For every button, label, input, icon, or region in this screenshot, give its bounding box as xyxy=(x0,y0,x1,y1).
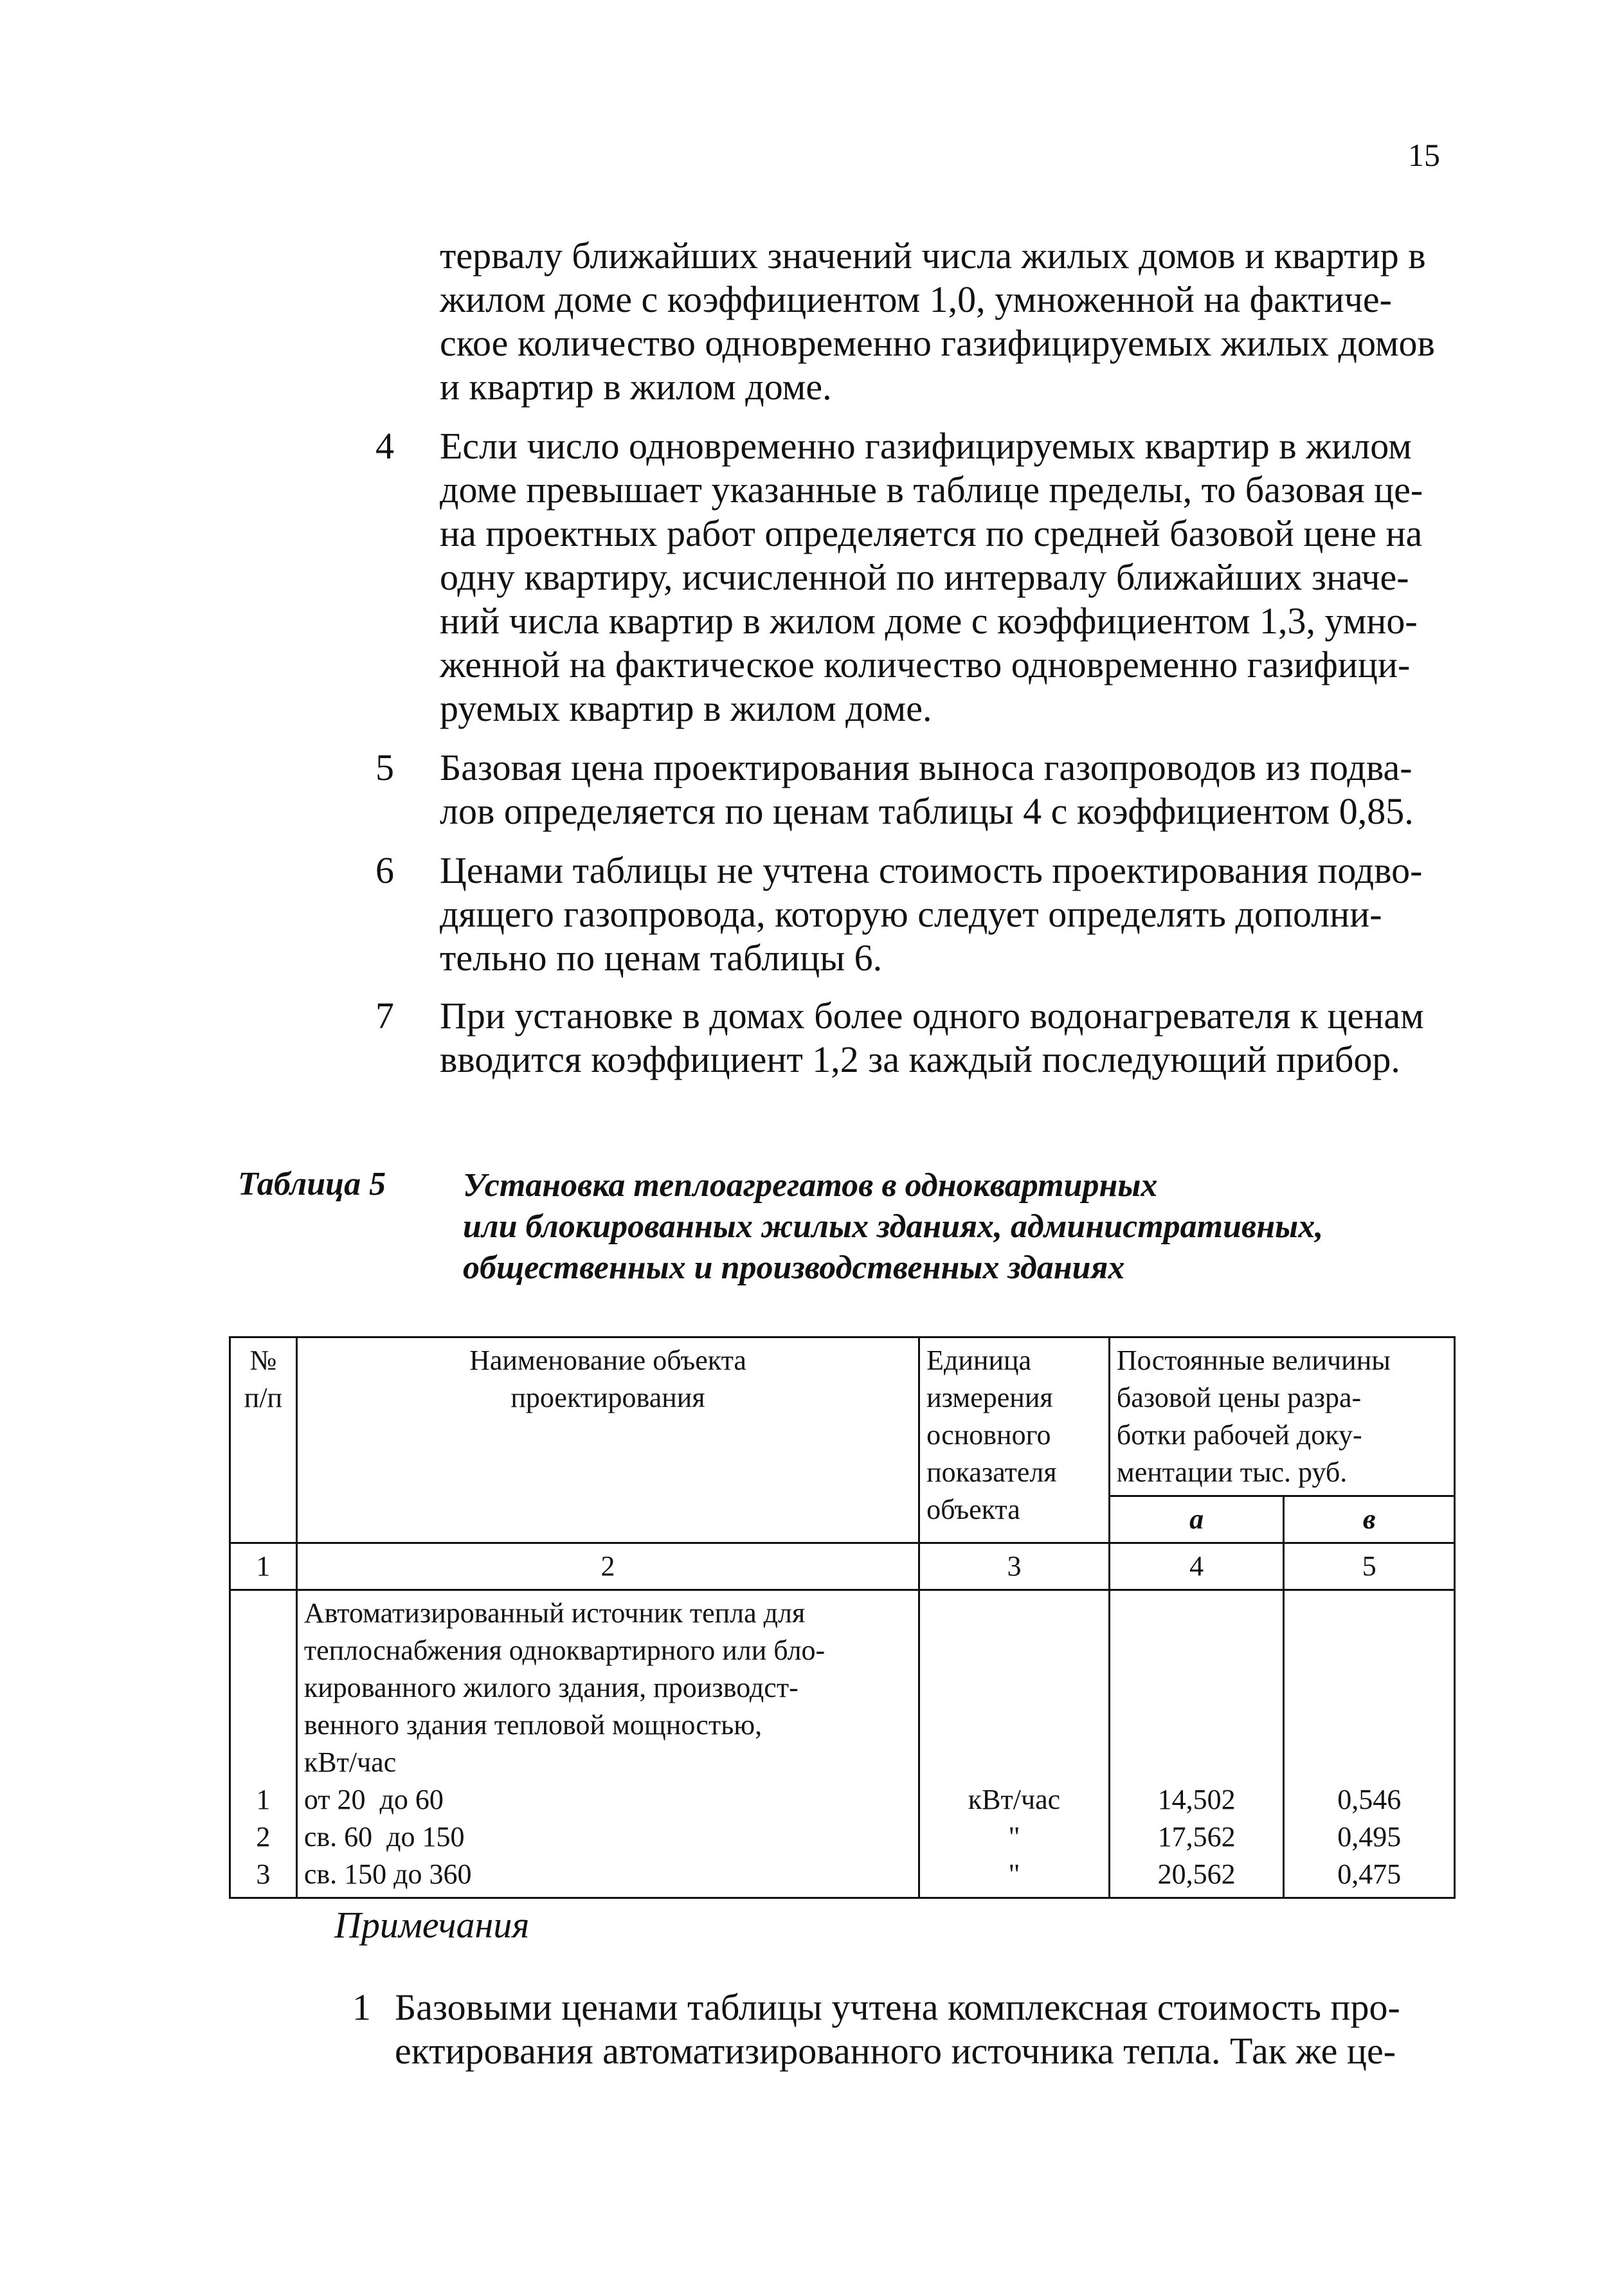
header-line: основного xyxy=(926,1419,1051,1451)
group-line: кВт/час xyxy=(303,1746,397,1778)
header-b: в xyxy=(1284,1496,1455,1543)
column-number: 3 xyxy=(919,1543,1110,1590)
text-line: тервалу ближайших значений числа жилых домов и квартир в xyxy=(440,235,1426,276)
header-line: ботки рабочей доку- xyxy=(1116,1419,1362,1451)
table-title xyxy=(463,1165,1323,1289)
item-number: 7 xyxy=(375,995,394,1037)
group-line: кированного жилого здания, производст- xyxy=(303,1672,798,1703)
column-number: 4 xyxy=(1109,1543,1284,1590)
row-b-cell xyxy=(1284,1590,1455,1898)
text-line: лов определяется по ценам таблицы 4 с коэффициентом 0,85. xyxy=(440,790,1414,832)
row-name: св. 150 до 360 xyxy=(303,1858,472,1890)
row-unit: " xyxy=(1008,1821,1020,1853)
row-value-b: 0,546 xyxy=(1337,1784,1402,1815)
header-a: а xyxy=(1109,1496,1284,1543)
row-number-cell xyxy=(230,1590,297,1898)
page-number: 15 xyxy=(1408,137,1440,173)
text-line: Базовыми ценами таблицы учтена комплексная стоимость про- xyxy=(395,1986,1400,2028)
row-number: 1 xyxy=(256,1784,271,1815)
text-line: Базовая цена проектирования выноса газопроводов из подва- xyxy=(440,747,1412,788)
item-paragraph xyxy=(440,994,1456,1082)
item-paragraph xyxy=(440,849,1456,980)
header-line: проектирования xyxy=(510,1382,705,1413)
text-line: ское количество одновременно газифицируемых жилых домов xyxy=(440,322,1435,364)
row-value-b: 0,475 xyxy=(1337,1858,1402,1890)
text-line: При установке в домах более одного водонагревателя к ценам xyxy=(440,995,1424,1037)
item-paragraph xyxy=(440,746,1456,833)
header-name xyxy=(296,1337,919,1543)
notes-title: Примечания xyxy=(334,1904,530,1946)
table-label: Таблица 5 xyxy=(238,1166,386,1202)
price-table xyxy=(229,1336,1456,1899)
row-unit: кВт/час xyxy=(968,1784,1061,1815)
column-number: 2 xyxy=(296,1543,919,1590)
column-number-row xyxy=(230,1543,1455,1590)
row-number: 2 xyxy=(256,1821,271,1853)
note-paragraph xyxy=(395,1986,1400,2073)
text-line: женной на фактическое количество одновременно газифици- xyxy=(440,644,1411,685)
text-line: тельно по ценам таблицы 6. xyxy=(440,937,883,979)
text-line: ний числа квартир в жилом доме с коэффициентом 1,3, умно- xyxy=(440,600,1418,642)
row-value-a: 17,562 xyxy=(1157,1821,1236,1853)
header-line: Постоянные величины xyxy=(1116,1345,1391,1376)
group-line: Автоматизированный источник тепла для xyxy=(303,1597,806,1629)
header-line: показателя xyxy=(926,1456,1057,1488)
note-number: 1 xyxy=(352,1986,371,2028)
header-line: п/п xyxy=(244,1382,283,1413)
row-name-cell xyxy=(296,1590,919,1898)
item-number: 5 xyxy=(375,747,394,788)
item-number: 6 xyxy=(375,849,394,891)
row-value-a: 14,502 xyxy=(1157,1784,1236,1815)
text-line: одну квартиру, исчисленной по интервалу ближайших значе- xyxy=(440,556,1409,598)
group-line: венного здания тепловой мощностью, xyxy=(303,1709,762,1741)
table-row xyxy=(230,1590,1455,1898)
text-line: Ценами таблицы не учтена стоимость проектирования подво- xyxy=(440,849,1423,891)
row-name: от 20 до 60 xyxy=(303,1784,444,1815)
intro-paragraph xyxy=(440,234,1456,409)
text-line: вводится коэффициент 1,2 за каждый последующий прибор. xyxy=(440,1038,1400,1080)
header-number xyxy=(230,1337,297,1543)
title-line: общественных и производственных зданиях xyxy=(463,1249,1125,1286)
row-number: 3 xyxy=(256,1858,271,1890)
text-line: на проектных работ определяется по средней базовой цене на xyxy=(440,512,1423,554)
header-line: базовой цены разра- xyxy=(1116,1382,1362,1413)
text-line: жилом доме с коэффициентом 1,0, умноженной на фактиче- xyxy=(440,278,1392,320)
item-number: 4 xyxy=(375,425,394,467)
header-line: № xyxy=(249,1345,277,1376)
text-line: ектирования автоматизированного источника тепла. Так же це- xyxy=(395,2030,1396,2072)
item-paragraph xyxy=(440,424,1456,730)
header-line: Единица xyxy=(926,1345,1032,1376)
text-line: Если число одновременно газифицируемых квартир в жилом xyxy=(440,425,1412,467)
title-line: или блокированных жилых зданиях, административных, xyxy=(463,1208,1324,1245)
row-value-a: 20,562 xyxy=(1157,1858,1236,1890)
row-a-cell xyxy=(1109,1590,1284,1898)
header-line: объекта xyxy=(926,1494,1020,1525)
row-value-b: 0,495 xyxy=(1337,1821,1402,1853)
column-number: 5 xyxy=(1284,1543,1455,1590)
row-unit: " xyxy=(1008,1858,1020,1890)
header-unit xyxy=(919,1337,1110,1543)
text-line: и квартир в жилом доме. xyxy=(440,366,832,408)
text-line: руемых квартир в жилом доме. xyxy=(440,687,932,729)
row-unit-cell xyxy=(919,1590,1110,1898)
title-line: Установка теплоагрегатов в одноквартирных xyxy=(463,1167,1158,1204)
header-constants xyxy=(1109,1337,1454,1496)
header-line: Наименование объекта xyxy=(469,1345,746,1376)
text-line: дящего газопровода, которую следует определять дополни- xyxy=(440,893,1382,935)
header-line: измерения xyxy=(926,1382,1053,1413)
row-name: св. 60 до 150 xyxy=(303,1821,465,1853)
group-line: теплоснабжения одноквартирного или бло- xyxy=(303,1635,826,1666)
table-header-row xyxy=(230,1337,1455,1496)
header-line: ментации тыс. руб. xyxy=(1116,1456,1348,1488)
text-line: доме превышает указанные в таблице пределы, то базовая це- xyxy=(440,469,1423,511)
column-number: 1 xyxy=(230,1543,297,1590)
